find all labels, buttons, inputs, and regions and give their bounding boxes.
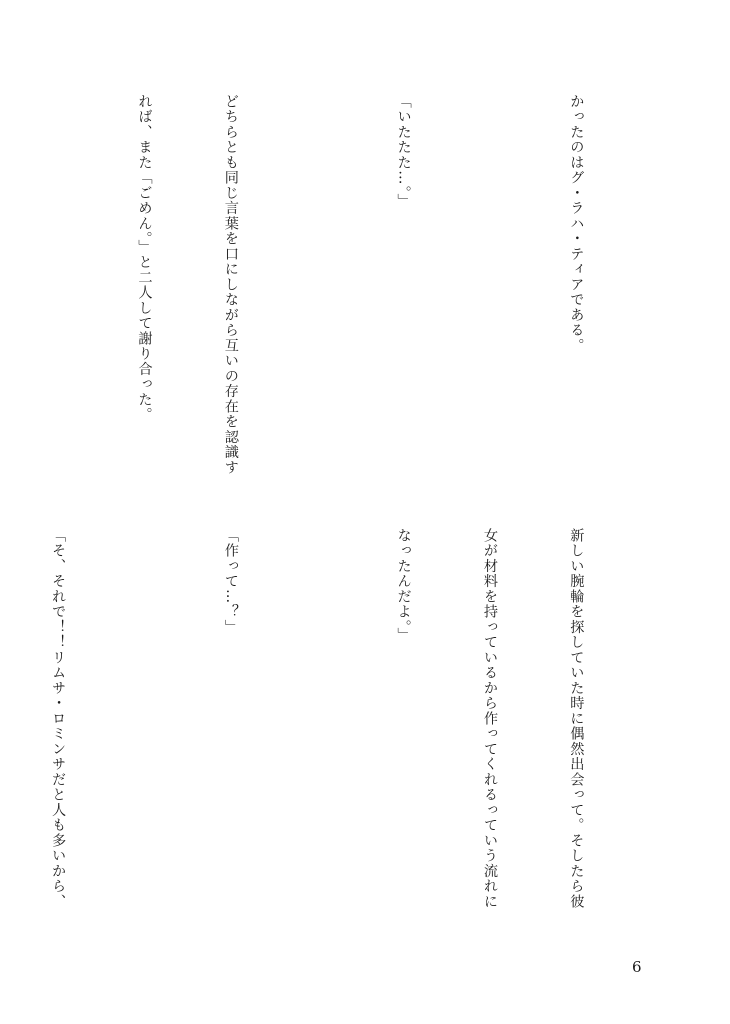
text-line: どちらとも同じ言葉を口にしながら互いの存在を認識す [222,94,239,476]
page-number: 6 [632,958,642,976]
text-line: 「いたたた…。」 [395,94,412,209]
text-line [302,528,331,928]
text-line [302,94,331,494]
text-line: なったんだよ。」 [395,528,412,643]
text-line: 新しい腕輪を探していた時に偶然出会って。そしたら彼 [568,528,585,910]
text-line: 「作って…？」 [222,528,239,635]
text-line: れば、また「ごめん。」と二人して謝り合った。 [136,94,153,423]
text-line [43,94,72,494]
lower-text-block [0,528,648,928]
upper-text-block [0,94,648,494]
text-line: 女が材料を持っているから作ってくれるっていう流れに [482,528,499,910]
text-line [130,528,159,928]
text-line: かったのはグ・ラハ・ティアである。 [568,94,585,354]
text-line [475,94,504,494]
text-line: 「そ、それで！！リムサ・ロミンサだと人も多いから、 [50,528,67,910]
